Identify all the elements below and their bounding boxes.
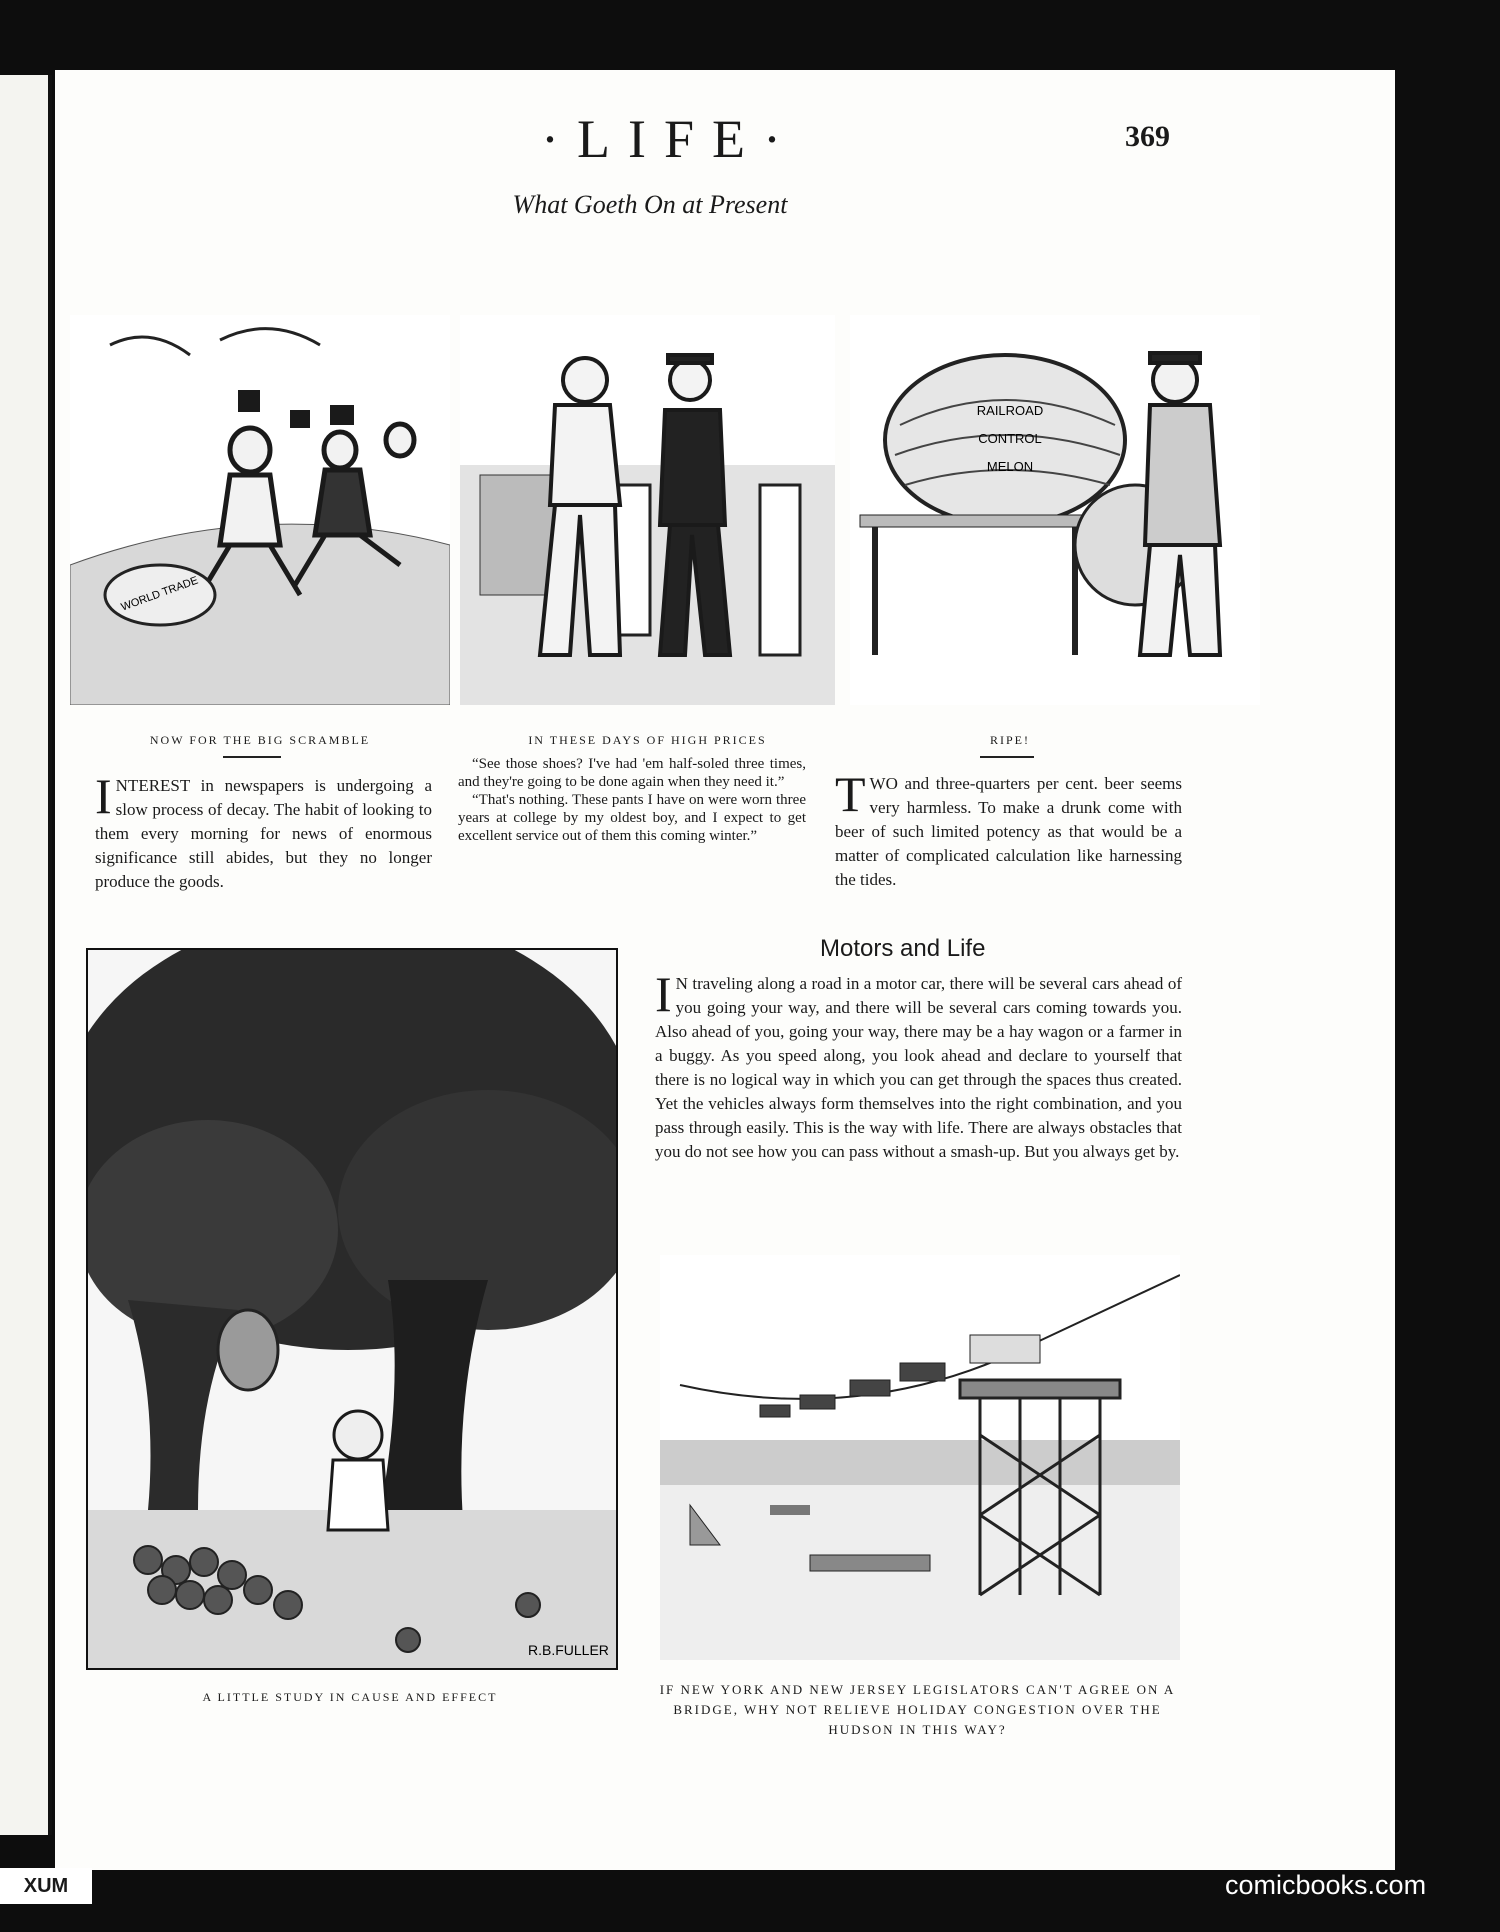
motors-text (655, 966, 1182, 1164)
caption-ripe: RIPE! (990, 733, 1030, 747)
drop-cap-motors: I (655, 966, 672, 1022)
dialogue-line-1: “See those shoes? I've had 'em half-soled three times, and they're going to be done again when they need it.” (458, 756, 806, 790)
high-prices-drawing (460, 315, 835, 705)
section-subtitle: What Goeth On at Present (512, 190, 788, 219)
column-right-body: WO and three-quarters per cent. beer seems very harmless. To make a drunk come with beer of such limited potency as that would be a matter of complicated calculation like harnessing the tides. (835, 774, 1182, 889)
watermark-site: comicbooks.com (1225, 1870, 1427, 1900)
motors-title: Motors and Life (820, 935, 986, 962)
caption-high-prices: IN THESE DAYS OF HIGH PRICES (528, 733, 767, 747)
bridge-illustration (660, 1255, 1180, 1660)
cartoon-high-prices (460, 315, 835, 705)
masthead-title: ·LIFE· (541, 109, 799, 169)
cartoon-big-scramble (70, 315, 450, 705)
bridge-caption: IF NEW YORK AND NEW JERSEY LEGISLATORS CAN'T AGREE ON A BRIDGE, WHY NOT RELIEVE HOLIDAY CONGESTION OVER THE HUDSON IN THIS WAY? (659, 1682, 1176, 1737)
dialogue-line-2: “That's nothing. These pants I have on were worn three years at college by my oldest boy, and I expect to get excellent service out of them this coming winter.” (458, 792, 806, 844)
drop-cap-left: I (95, 768, 112, 824)
melon-label-control: CONTROL (978, 431, 1042, 446)
column-right-text (835, 766, 1182, 892)
column-middle-dialogue (458, 755, 806, 845)
rule-left (223, 756, 281, 758)
bridge-drawing (660, 1255, 1180, 1660)
column-left-body: NTEREST in newspapers is undergoing a slow process of decay. The habit of looking to them every morning for news of enormous significance still abides, but they no longer produce the goods. (95, 776, 432, 891)
cartoon-ripe (850, 315, 1260, 705)
orchard-signature: R.B.FULLER (528, 1642, 609, 1658)
left-page-edge (0, 75, 52, 1835)
melon-label-railroad: RAILROAD (976, 403, 1044, 418)
page-number: 369 (1125, 120, 1170, 153)
drop-cap-right: T (835, 766, 866, 822)
ripe-drawing (850, 315, 1260, 705)
orchard-drawing (88, 950, 616, 1668)
caption-big-scramble: NOW FOR THE BIG SCRAMBLE (149, 733, 371, 747)
orchard-illustration (86, 948, 618, 1670)
rule-right (980, 756, 1034, 758)
scramble-drawing (70, 315, 450, 705)
melon-label-melon: MELON (986, 459, 1034, 474)
column-left-text (95, 768, 432, 894)
orchard-caption: A LITTLE STUDY IN CAUSE AND EFFECT (202, 1690, 498, 1704)
archive-stamp: XUM (0, 1868, 92, 1904)
world-trade-label: WORLD TRADE (119, 574, 200, 614)
motors-body: N traveling along a road in a motor car, there will be several cars ahead of you going your way, and there will be several cars coming towards you. Also ahead of you, going your way, there may be a hay wagon or a farmer in a buggy. As you speed along, you look ahead and declare to yourself that there is no logical way in which you can get through the spaces thus created. Yet the vehicles always form themselves into the right combination, and you pass through easily. This is the way with life. There are always obstacles that you do not see how you can pass without a smash-up. But you always get by. (655, 974, 1182, 1161)
